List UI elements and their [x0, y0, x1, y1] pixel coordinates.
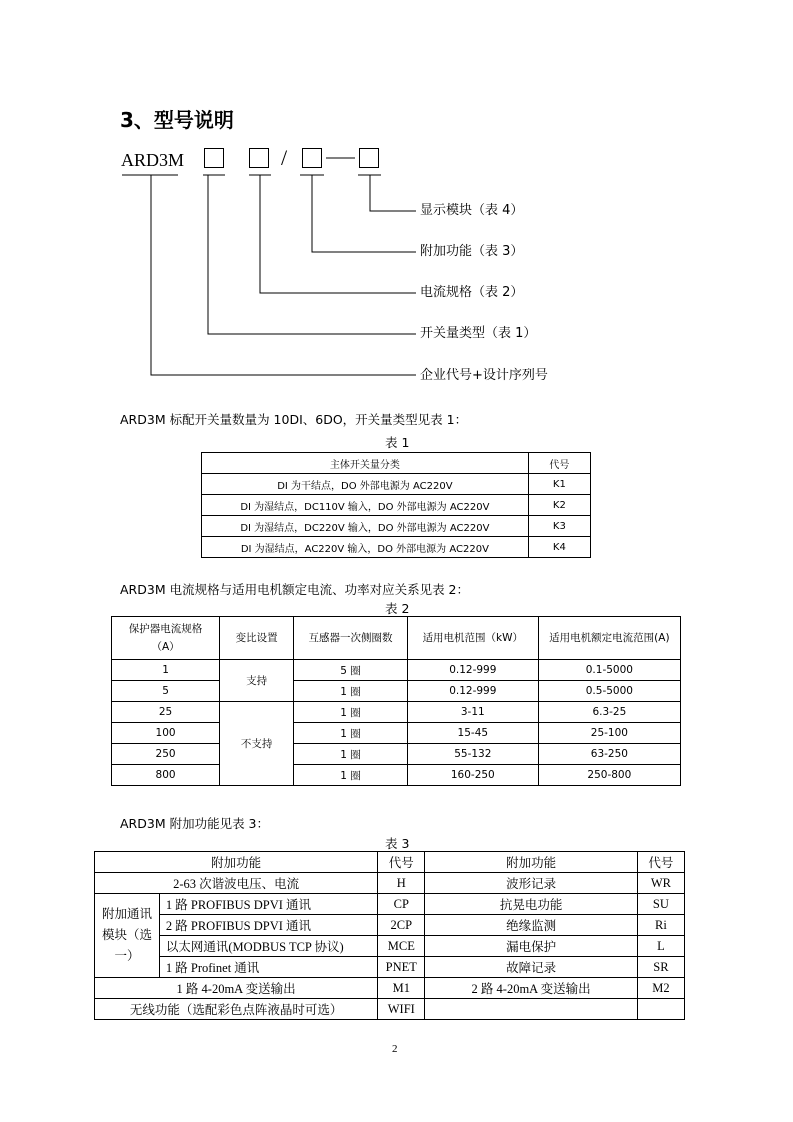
table-header-row: [112, 617, 681, 660]
connector-current: [260, 175, 416, 293]
table-row: [95, 915, 685, 936]
label-company-code: 企业代号+设计序列号: [420, 368, 548, 383]
table-row: [112, 765, 681, 786]
table-cell: DI 为湿结点，DC110V 输入，DO 外部电源为 AC220V: [202, 495, 529, 516]
table-cell: WR: [637, 873, 684, 894]
label-extra-function: 附加功能（表 3）: [420, 244, 524, 259]
page-number: 2: [392, 1043, 398, 1055]
table-cell: 2 路 4-20mA 变送输出: [425, 978, 637, 999]
header-cell: 主体开关量分类: [202, 453, 529, 474]
table-cell: 5 圈: [294, 660, 408, 681]
table-cell: 2CP: [378, 915, 425, 936]
connector-display: [370, 175, 416, 211]
table-cell: K1: [528, 474, 590, 495]
table-cell: 63-250: [538, 744, 680, 765]
table-row: [202, 516, 591, 537]
table-row: [95, 999, 685, 1020]
table-cell: 1 圈: [294, 744, 408, 765]
connector-extra: [312, 175, 416, 252]
table-cell: 不支持: [220, 702, 294, 786]
table-cell: CP: [378, 894, 425, 915]
label-display-module: 显示模块（表 4）: [420, 203, 524, 218]
table-cell: K2: [528, 495, 590, 516]
table3-caption: 表 3: [385, 836, 410, 851]
table-cell: 0.1-5000: [538, 660, 680, 681]
table-cell: 1 路 PROFIBUS DPVI 通讯: [159, 894, 377, 915]
header-cell: 变比设置: [220, 617, 294, 660]
table-row: [202, 537, 591, 558]
table-cell: 160-250: [407, 765, 538, 786]
table-cell: 故障记录: [425, 957, 637, 978]
header-cell: 互感器一次侧圈数: [294, 617, 408, 660]
header-cell: 适用电机范围（kW）: [407, 617, 538, 660]
section-title: 3、型号说明: [120, 108, 234, 132]
table1-caption: 表 1: [385, 435, 410, 450]
table-cell: L: [637, 936, 684, 957]
model-prefix: ARD3M: [121, 150, 185, 170]
table-cell: 1: [112, 660, 220, 681]
table-cell: 1 路 Profinet 通讯: [159, 957, 377, 978]
table-cell: PNET: [378, 957, 425, 978]
table-row: [95, 894, 685, 915]
table-cell: 250: [112, 744, 220, 765]
table-cell: 5: [112, 681, 220, 702]
table-cell: 0.5-5000: [538, 681, 680, 702]
table-cell: 6.3-25: [538, 702, 680, 723]
table-cell: H: [378, 873, 425, 894]
table-cell: 15-45: [407, 723, 538, 744]
table-cell: MCE: [378, 936, 425, 957]
current-spec-table: [111, 616, 681, 786]
table-cell: 2 路 PROFIBUS DPVI 通讯: [159, 915, 377, 936]
table-row: [95, 978, 685, 999]
table-cell: 25-100: [538, 723, 680, 744]
paragraph-extra-function: ARD3M 附加功能见表 3：: [120, 816, 269, 831]
header-cell: 适用电机额定电流范围(A): [538, 617, 680, 660]
table-cell: M1: [378, 978, 425, 999]
table-row: [202, 495, 591, 516]
table-cell: 0.12-999: [407, 660, 538, 681]
extra-function-table: [94, 851, 685, 1020]
table-cell: 2-63 次谐波电压、电流: [95, 873, 378, 894]
table-cell: 25: [112, 702, 220, 723]
table-cell: 无线功能（选配彩色点阵液晶时可选）: [95, 999, 378, 1020]
paragraph-switch-count: ARD3M 标配开关量数量为 10DI、6DO，开关量类型见表 1：: [120, 412, 468, 427]
table-cell: 绝缘监测: [425, 915, 637, 936]
label-current-spec: 电流规格（表 2）: [420, 285, 524, 300]
table-cell: 0.12-999: [407, 681, 538, 702]
table-header-row: [95, 852, 685, 873]
table-cell: 漏电保护: [425, 936, 637, 957]
table-cell: K3: [528, 516, 590, 537]
label-switch-type: 开关量类型（表 1）: [420, 326, 537, 341]
table-cell: 波形记录: [425, 873, 637, 894]
table-row: [95, 936, 685, 957]
table-cell: 1 圈: [294, 765, 408, 786]
table-cell: DI 为湿结点，AC220V 输入，DO 外部电源为 AC220V: [202, 537, 529, 558]
table-cell: 1 圈: [294, 723, 408, 744]
table-cell: M2: [637, 978, 684, 999]
table-cell: Ri: [637, 915, 684, 936]
table-cell: DI 为干结点，DO 外部电源为 AC220V: [202, 474, 529, 495]
table-row: [112, 702, 681, 723]
table-cell: 3-11: [407, 702, 538, 723]
table2-caption: 表 2: [385, 601, 410, 616]
table-cell: SU: [637, 894, 684, 915]
table-row: [112, 681, 681, 702]
table-cell: 抗晃电功能: [425, 894, 637, 915]
table-cell: 1 圈: [294, 681, 408, 702]
header-cell: 附加功能: [425, 852, 637, 873]
table-cell: 以太网通讯(MODBUS TCP 协议): [159, 936, 377, 957]
table-row: [95, 957, 685, 978]
table-cell: 100: [112, 723, 220, 744]
header-cell: 代号: [378, 852, 425, 873]
table-row: [112, 660, 681, 681]
model-slash: /: [281, 145, 288, 170]
table-cell: 800: [112, 765, 220, 786]
table-row: [202, 474, 591, 495]
table-cell: [637, 999, 684, 1020]
switch-type-table: [201, 452, 591, 558]
paragraph-current-spec: ARD3M 电流规格与适用电机额定电流、功率对应关系见表 2：: [120, 582, 470, 597]
table-cell: [425, 999, 637, 1020]
table-cell: DI 为湿结点，DC220V 输入，DO 外部电源为 AC220V: [202, 516, 529, 537]
table-row: [112, 723, 681, 744]
table-header-row: [202, 453, 591, 474]
table-cell: SR: [637, 957, 684, 978]
table-cell: 支持: [220, 660, 294, 702]
table-row: [112, 744, 681, 765]
comm-module-group-label: 附加通讯模块（选一）: [95, 894, 160, 978]
header-cell: 保护器电流规格（A）: [112, 617, 220, 660]
connector-company: [151, 175, 416, 375]
header-cell: 附加功能: [95, 852, 378, 873]
table-cell: 1 圈: [294, 702, 408, 723]
table-cell: K4: [528, 537, 590, 558]
table-cell: WIFI: [378, 999, 425, 1020]
header-cell: 代号: [637, 852, 684, 873]
table-row: [95, 873, 685, 894]
table-cell: 55-132: [407, 744, 538, 765]
table-cell: 250-800: [538, 765, 680, 786]
header-cell: 代号: [528, 453, 590, 474]
table-cell: 1 路 4-20mA 变送输出: [95, 978, 378, 999]
